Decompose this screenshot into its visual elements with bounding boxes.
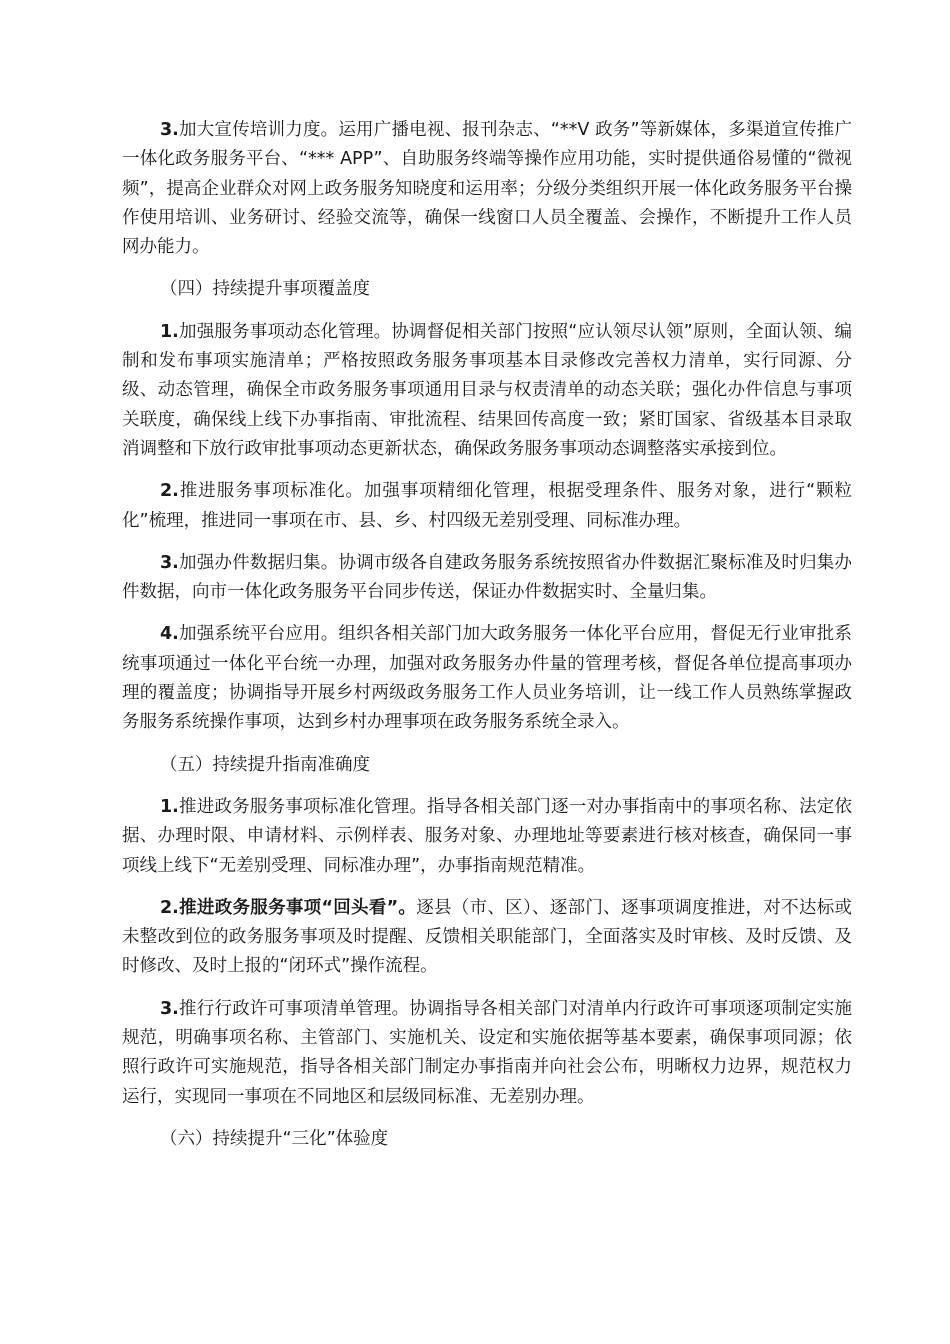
paragraph-standardization bbox=[122, 477, 852, 536]
item-number: 3. bbox=[160, 120, 179, 140]
paragraph-platform-application bbox=[122, 620, 852, 737]
paragraph-dynamic-management bbox=[122, 318, 852, 464]
paragraph-text: 逐县（市、区）、逐部门、逐事项调度推进，对不达标或未整改到位的政务服务事项及时提醒、反馈相关职能部门，全面落实及时审核、及时反馈、及时修改、及时上报的“闭环式”操作流程。 bbox=[122, 897, 852, 977]
item-number: 3. bbox=[160, 998, 179, 1019]
document-page bbox=[122, 116, 852, 1167]
paragraph-data-collection bbox=[122, 549, 852, 608]
item-number: 1. bbox=[160, 796, 179, 817]
paragraph-text: 加大宣传培训力度。运用广播电视、报刊杂志、“**V 政务”等新媒体，多渠道宣传推广一体化政务服务平台、“*** APP”、自助服务终端等操作应用功能，实时提供通俗易懂的“微视频”，提高企业群众对网上政务服务知晓度和运用率；分级分类组织开展一体化政务服务平台操作使用培训、业务研讨、经验交流等，确保一线窗口人员全覆盖、会操作，不断提升工作人员网办能力。 bbox=[122, 120, 852, 258]
paragraph-text: 加强系统平台应用。组织各相关部门加大政务服务一体化平台应用，督促无行业审批系统事项通过一体化平台统一办理，加强对政务服务办件量的管理考核，督促各单位提高事项办理的覆盖度；协调指导开展乡村两级政务服务工作人员业务培训，让一线工作人员熟练掌握政务服务系统操作事项，达到乡村办理事项在政务服务系统全录入。 bbox=[122, 624, 852, 733]
item-number: 2. bbox=[160, 481, 179, 502]
section-heading-4: （四）持续提升事项覆盖度 bbox=[160, 279, 370, 300]
paragraph-text: 推进服务事项标准化。加强事项精细化管理，根据受理条件、服务对象，进行“颗粒化”梳理，推进同一事项在市、县、乡、村四级无差别受理、同标准办理。 bbox=[122, 481, 852, 531]
paragraph-text: 加强办件数据归集。协调市级各自建政务服务系统按照省办件数据汇聚标准及时归集办件数据，向市一体化政务服务平台同步传送，保证办件数据实时、全量归集。 bbox=[122, 552, 852, 603]
item-number: 4. bbox=[160, 624, 179, 645]
section-heading-6: （六）持续提升“三化”体验度 bbox=[160, 1128, 389, 1149]
item-number: 1. bbox=[160, 321, 179, 342]
section-heading-5: （五）持续提升指南准确度 bbox=[160, 754, 370, 775]
paragraph-text: 推行行政许可事项清单管理。协调指导各相关部门对清单内行政许可事项逐项制定实施规范，明确事项名称、主管部门、实施机关、设定和实施依据等基本要素，确保事项同源；依照行政许可实施规范，指导各相关部门制定办事指南并向社会公布，明晰权力边界，规范权力运行，实现同一事项在不同地区和层级同标准、无差别办理。 bbox=[122, 998, 852, 1107]
paragraph-permit-list bbox=[122, 995, 852, 1112]
paragraph-publicity-training bbox=[122, 116, 852, 262]
paragraph-text: 推进政务服务事项标准化管理。指导各相关部门逐一对办事指南中的事项名称、法定依据、办理时限、申请材料、示例样表、服务对象、办理地址等要素进行核对核查，确保同一事项线上线下“无差别受理、同标准办理”，办事指南规范精准。 bbox=[122, 796, 852, 876]
paragraph-standard-management bbox=[122, 793, 852, 881]
item-number: 2. bbox=[160, 897, 179, 918]
paragraph-lead: 推进政务服务事项“回头看”。 bbox=[178, 897, 417, 918]
paragraph-text: 加强服务事项动态化管理。协调督促相关部门按照“应认领尽认领”原则，全面认领、编制和发布事项实施清单；严格按照政务服务事项基本目录修改完善权力清单，实行同源、分级、动态管理，确保全市政务服务事项通用目录与权责清单的动态关联；强化办件信息与事项关联度，确保线上线下办事指南、审批流程、结果回传高度一致；紧盯国家、省级基本目录取消调整和下放行政审批事项动态更新状态，确保政务服务事项动态调整落实承接到位。 bbox=[122, 321, 852, 459]
paragraph-review bbox=[122, 894, 852, 982]
item-number: 3. bbox=[160, 552, 179, 573]
